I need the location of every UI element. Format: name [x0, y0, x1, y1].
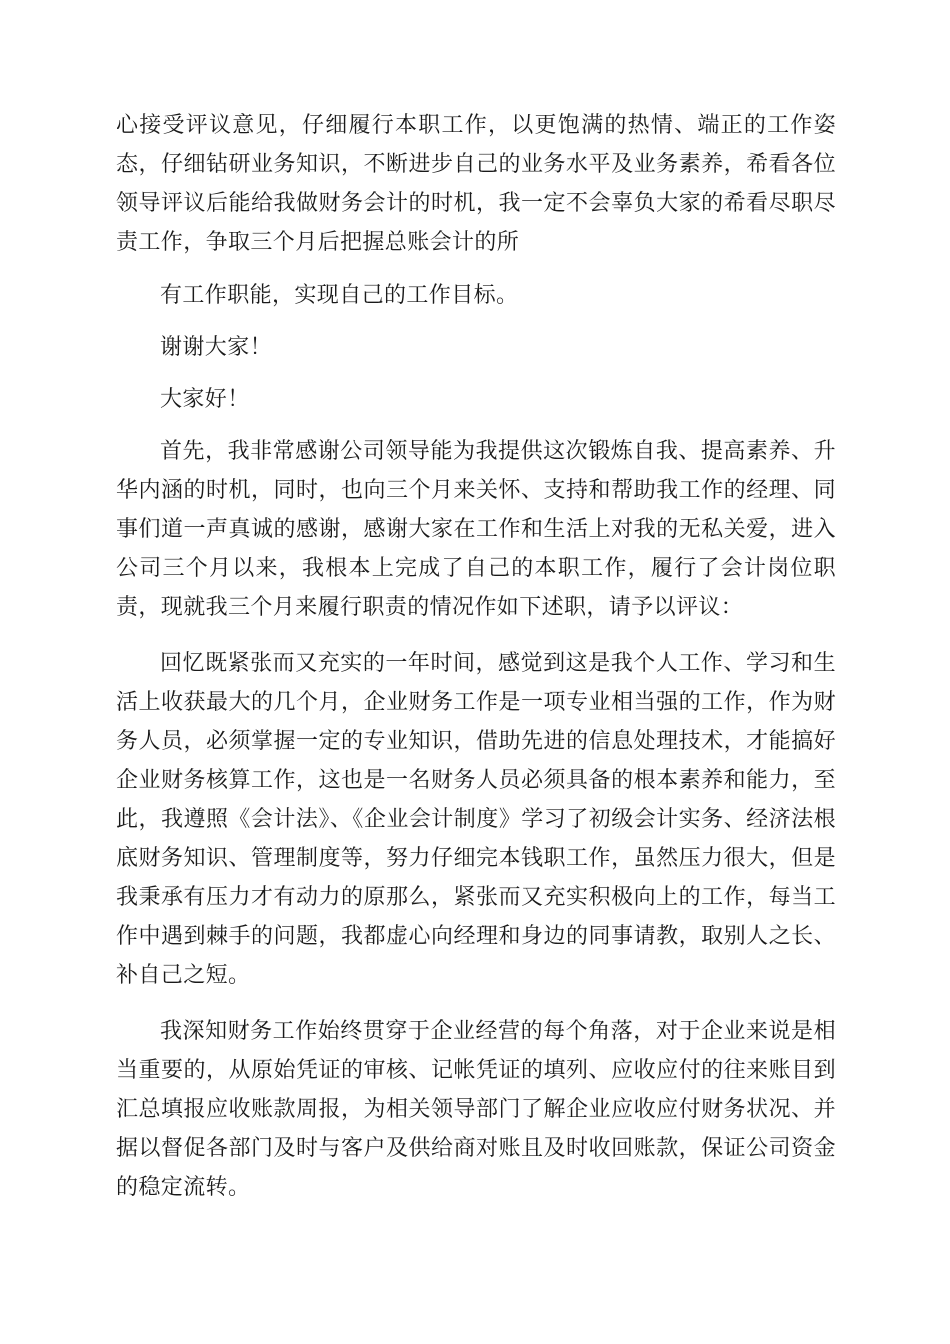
paragraph-finance-importance: 我深知财务工作始终贯穿于企业经营的每个角落，对于企业来说是相当重要的，从原始凭证的审核、记帐凭证的填列、应收应付的往来账目到汇总填报应收账款周报，为相关领导部门了解企业应收应付财务状况、并据以督促各部门及时与客户及供给商对账且及时收回账款，保证公司资金的稳定流转。 — [116, 1019, 836, 1200]
paragraph-thanks: 谢谢大家！ — [160, 335, 273, 360]
document-body — [116, 106, 836, 1207]
paragraph-intro: 首先，我非常感谢公司领导能为我提供这次锻炼自我、提高素养、升华内涵的时机，同时，也向三个月来关怀、支持和帮助我工作的经理、同事们道一声真诚的感谢，感谢大家在工作和生活上对我的无私关爱，进入公司三个月以来，我根本上完成了自己的本职工作，履行了会计岗位职责，现就我三个月来履行职责的情况作如下述职，请予以评议： — [116, 439, 836, 620]
paragraph-goal: 有工作职能，实现自己的工作目标。 — [160, 283, 519, 308]
paragraph-greeting: 大家好！ — [160, 387, 250, 412]
paragraph-continuation: 心接受评议意见，仔细履行本职工作，以更饱满的热情、端正的工作姿态，仔细钻研业务知识，不断进步自己的业务水平及业务素养，希看各位领导评议后能给我做财务会计的时机，我一定不会辜负大家的希看尽职尽责工作，争取三个月后把握总账会计的所 — [116, 113, 836, 255]
paragraph-review: 回忆既紧张而又充实的一年时间，感觉到这是我个人工作、学习和生活上收获最大的几个月，企业财务工作是一项专业相当强的工作，作为财务人员，必须掌握一定的专业知识，借助先进的信息处理技术，才能搞好企业财务核算工作，这也是一名财务人员必须具备的根本素养和能力，至此，我遵照《会计法》、《企业会计制度》学习了初级会计实务、经济法根底财务知识、管理制度等，努力仔细完本钱职工作，虽然压力很大，但是我秉承有压力才有动力的原那么，紧张而又充实积极向上的工作，每当工作中遇到棘手的问题，我都虚心向经理和身边的同事请教，取别人之长、补自己之短。 — [116, 651, 836, 988]
